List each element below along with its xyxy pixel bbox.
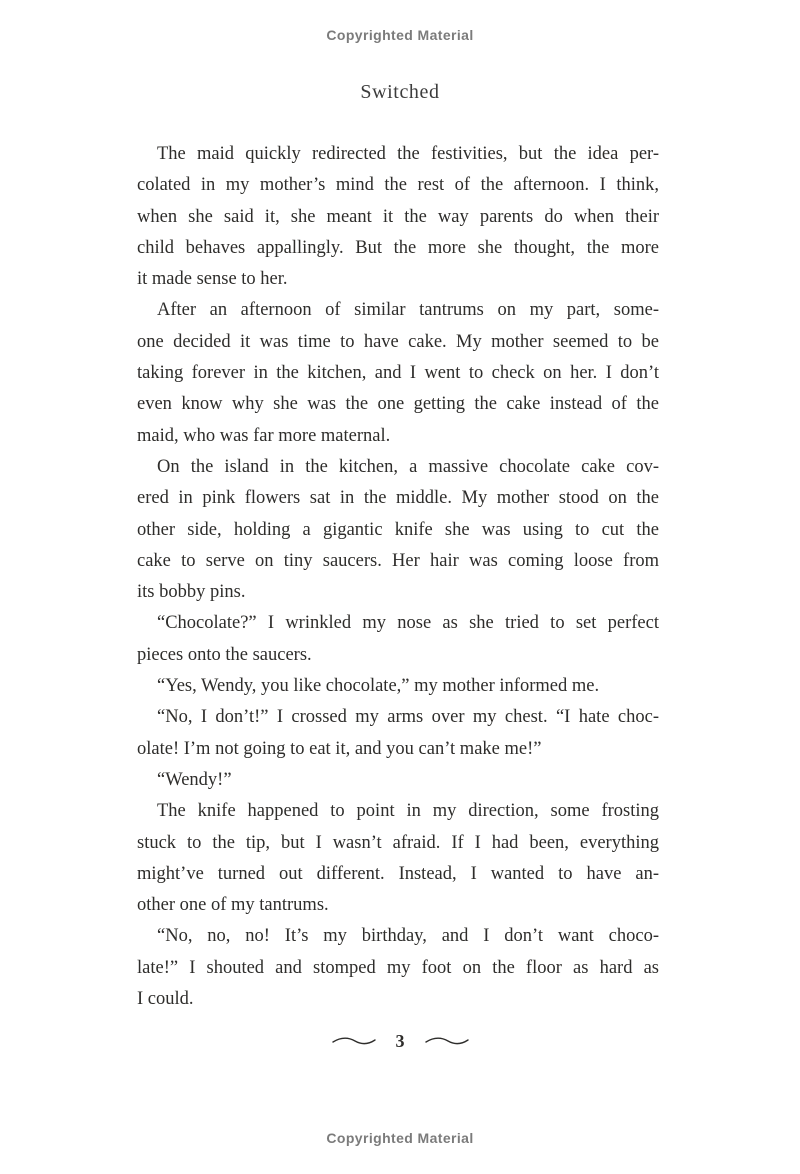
page-number: 3 [395,1030,405,1051]
text-line: even know why she was the one getting the cake instead of the [137,394,659,415]
copyright-notice-top: Copyrighted Material [326,27,474,43]
text-line: cake to serve on tiny saucers. Her hair was coming loose from [137,550,659,571]
text-line: might’ve turned out different. Instead, I wanted to have an- [137,863,659,884]
text-line: other side, holding a gigantic knife she was using to cut the [137,519,659,540]
text-line: “Chocolate?” I wrinkled my nose as she tried to set perfect [157,613,659,634]
text-line: On the island in the kitchen, a massive chocolate cake cov- [157,456,659,477]
copyright-notice-bottom: Copyrighted Material [326,1130,474,1146]
text-line: when she said it, she meant it the way parents do when their [137,206,659,227]
text-line: late!” I shouted and stomped my foot on the floor as hard as [137,957,659,978]
text-line: “Wendy!” [157,769,232,790]
text-line: stuck to the tip, but I wasn’t afraid. If I had been, everything [137,832,659,853]
text-line: taking forever in the kitchen, and I went to check on her. I don’t [137,363,659,384]
text-line: pieces onto the saucers. [137,644,312,665]
page-footer [0,1029,800,1053]
text-line: child behaves appallingly. But the more she thought, the more [137,237,659,258]
text-line: olate! I’m not going to eat it, and you can’t make me!” [137,738,542,759]
text-line: The maid quickly redirected the festivities, but the idea per- [157,144,659,164]
text-line: The knife happened to point in my direction, some frosting [157,801,659,822]
text-line: I could. [137,989,194,1010]
text-line: colated in my mother’s mind the rest of the afternoon. I think, [137,175,659,196]
text-line: one decided it was time to have cake. My mother seemed to be [137,331,659,352]
text-line: its bobby pins. [137,582,246,603]
text-line: maid, who was far more maternal. [137,425,391,446]
body-text [137,139,659,1015]
text-line: it made sense to her. [137,269,288,290]
text-line: other one of my tantrums. [137,895,329,916]
text-line: After an afternoon of similar tantrums on my part, some- [157,300,659,321]
footer-swash-right-icon [424,1035,470,1047]
footer-swash-left-icon [331,1035,377,1047]
text-line: “No, no, no! It’s my birthday, and I don’t want choco- [157,926,659,947]
running-head: Switched [360,81,440,103]
text-line: ered in pink flowers sat in the middle. My mother stood on the [137,488,659,509]
text-line: “No, I don’t!” I crossed my arms over my chest. “I hate choc- [157,707,659,728]
text-line: “Yes, Wendy, you like chocolate,” my mother informed me. [157,676,600,697]
